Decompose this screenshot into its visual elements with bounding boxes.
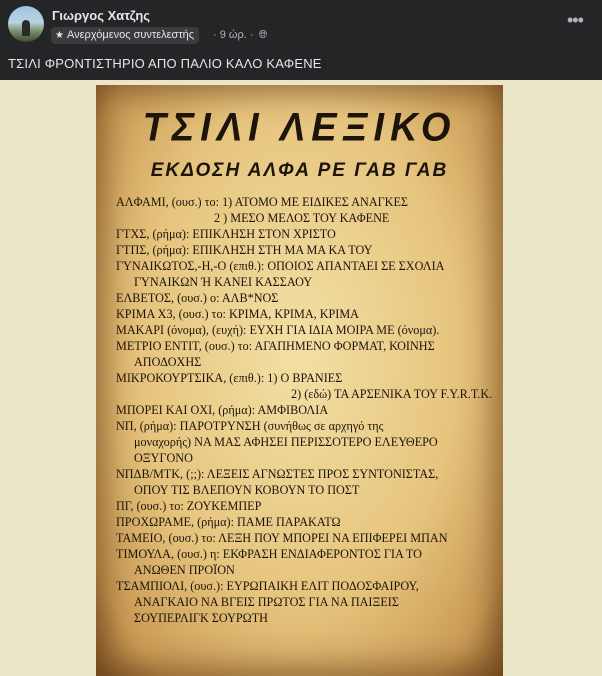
- post-meta[interactable]: [213, 29, 267, 42]
- badge-star-icon: ★: [55, 30, 64, 41]
- entry-line: ΕΛΒΕΤΟΣ, (ουσ.) ο: ΑΛΒ*ΝΟΣ: [116, 291, 279, 305]
- entry-line: ΝΠΔΒ/ΜΤΚ, (;;): ΛΕΞΕΙΣ ΑΓΝΩΣΤΕΣ ΠΡΟΣ ΣΥΝΤΟΝΙΣΤΑΣ,: [116, 467, 439, 481]
- entry-line: ΠΡΟΧΩΡΑΜΕ, (ρήμα): ΠΑΜΕ ΠΑΡΑΚΑΤΩ: [116, 515, 341, 529]
- entry-line: ΚΡΙΜΑ Χ3, (ουσ.) το: ΚΡΙΜΑ, ΚΡΙΜΑ, ΚΡΙΜΑ: [116, 307, 359, 321]
- entry-line: ΜΑΚΑΡΙ (όνομα), (ευχή): ΕΥΧΗ ΓΙΑ ΙΔΙΑ ΜΟΙΡΑ ΜΕ (όνομα).: [116, 323, 440, 337]
- entry-line: ΑΠΟΔΟΧΗΣ: [134, 355, 202, 369]
- entry-line: ΑΝΩΘΕΝ ΠΡΟΪΟΝ: [134, 563, 235, 577]
- entry-line: ΜΙΚΡΟΚΟΥΡΤΣΙΚΑ, (επιθ.): 1) Ο ΒΡΑΝΙΕΣ: [116, 371, 343, 385]
- entry-line: ΣΟΥΠΕΡΛΙΓΚ ΣΟΥΡΩΤΗ: [134, 611, 268, 625]
- entry-line: μοναχορής) ΝΑ ΜΑΣ ΑΦΗΣΕΙ ΠΕΡΙΣΣΟΤΕΡΟ ΕΛΕΥΘΕΡΟ: [134, 435, 438, 449]
- entry-line: ΓΤΧΣ, (ρήμα): ΕΠΙΚΛΗΣΗ ΣΤΟΝ ΧΡΙΣΤΟ: [116, 227, 336, 241]
- image-subtitle: ΕΚΔΟΣΗ ΑΛΦΑ ΡΕ ΓΑΒ ΓΑΒ: [150, 160, 449, 181]
- contributor-badge[interactable]: [51, 27, 199, 44]
- post-text: ΤΣΙΛΙ ΦΡΟΝΤΙΣΤΗΡΙΟ ΑΠΟ ΠΑΛΙΟ ΚΑΛΟ ΚΑΦΕΝΕ: [8, 56, 322, 71]
- entry-line: ΓΥΝΑΙΚΩΝ Ή ΚΑΝΕΙ ΚΑΣΣΑΟΥ: [134, 275, 313, 289]
- entry-line: ΑΝΑΓΚΑΙΟ ΝΑ ΒΓΕΙΣ ΠΡΩΤΟΣ ΓΙΑ ΝΑ ΠΑΙΞΕΙΣ: [134, 595, 399, 609]
- entry-line: ΓΥΝΑΙΚΩΤΟΣ,-Η,-Ο (επιθ.): ΟΠΟΙΟΣ ΑΠΑΝΤΑΕΙ ΣΕ ΣΧΟΛΙΑ: [116, 259, 445, 273]
- dictionary-entries: [116, 194, 498, 626]
- entry-line: ΜΠΟΡΕΙ ΚΑΙ ΟΧΙ, (ρήμα): ΑΜΦΙΒΟΛΙΑ: [116, 403, 329, 417]
- badge-label: Ανερχόμενος συντελεστής: [66, 29, 195, 41]
- entry-line: ΑΛΦΑΜΙ, (ουσ.) το: 1) ΑΤΟΜΟ ΜΕ ΕΙΔΙΚΕΣ ΑΝΑΓΚΕΣ: [116, 195, 409, 209]
- entry-line: ΝΠ, (ρήμα): ΠΑΡΟΤΡΥΝΣΗ (συνήθως σε αρχηγό της: [116, 419, 384, 433]
- entry-line: ΤΑΜΕΙΟ, (ουσ.) το: ΛΕΞΗ ΠΟΥ ΜΠΟΡΕΙ ΝΑ ΕΠΙΦΕΡΕΙ ΜΠΑΝ: [116, 531, 448, 545]
- entry-line: 2 ) ΜΕΣΟ ΜΕΛΟΣ ΤΟΥ ΚΑΦΕΝΕ: [214, 211, 390, 225]
- post-header: [0, 0, 602, 50]
- image-title: ΤΣΙΛΙ ΛΕΞΙΚΟ: [142, 105, 457, 151]
- post-image[interactable]: [0, 80, 602, 676]
- entry-line: ΜΕΤΡΙΟ ΕΝΤΙΤ, (ουσ.) το: ΑΓΑΠΗΜΕΝΟ ΦΟΡΜΑΤ, ΚΟΙΝΗΣ: [116, 339, 435, 353]
- entry-line: ΠΓ, (ουσ.) το: ΖΟΥΚΕΜΠΕΡ: [116, 499, 262, 513]
- entry-line: ΤΙΜΟΥΛΑ, (ουσ.) η: ΕΚΦΡΑΣΗ ΕΝΔΙΑΦΕΡΟΝΤΟΣ ΓΙΑ ΤΟ: [116, 547, 422, 561]
- entry-line: ΟΞΥΓΟΝΟ: [134, 451, 193, 465]
- more-options-icon[interactable]: •••: [567, 10, 583, 30]
- author-name[interactable]: Γιωργος Χατζης: [52, 8, 151, 23]
- post-time: · 9 ώρ. ·: [213, 29, 254, 41]
- entry-line: ΓΤΠΣ, (ρήμα): ΕΠΙΚΛΗΣΗ ΣΤΗ ΜΑ ΜΑ ΚΑ ΤΟΥ: [116, 243, 373, 257]
- globe-icon: 🌐︎: [258, 29, 268, 41]
- entry-line: ΤΣΑΜΠΙΟΛΙ, (ουσ.): ΕΥΡΩΠΑΙΚΗ ΕΛΙΤ ΠΟΔΟΣΦΑΙΡΟΥ,: [116, 579, 419, 593]
- entry-line: ΟΠΟΥ ΤΙΣ ΒΛΕΠΟΥΝ ΚΟΒΟΥΝ ΤΟ ΠΟΣΤ: [134, 483, 360, 497]
- avatar[interactable]: [8, 6, 44, 42]
- entry-line: 2) (εδώ) ΤΑ ΑΡΣΕΝΙΚΑ ΤΟΥ F.Y.R.T.K.: [291, 387, 493, 401]
- parchment-image: [96, 85, 503, 676]
